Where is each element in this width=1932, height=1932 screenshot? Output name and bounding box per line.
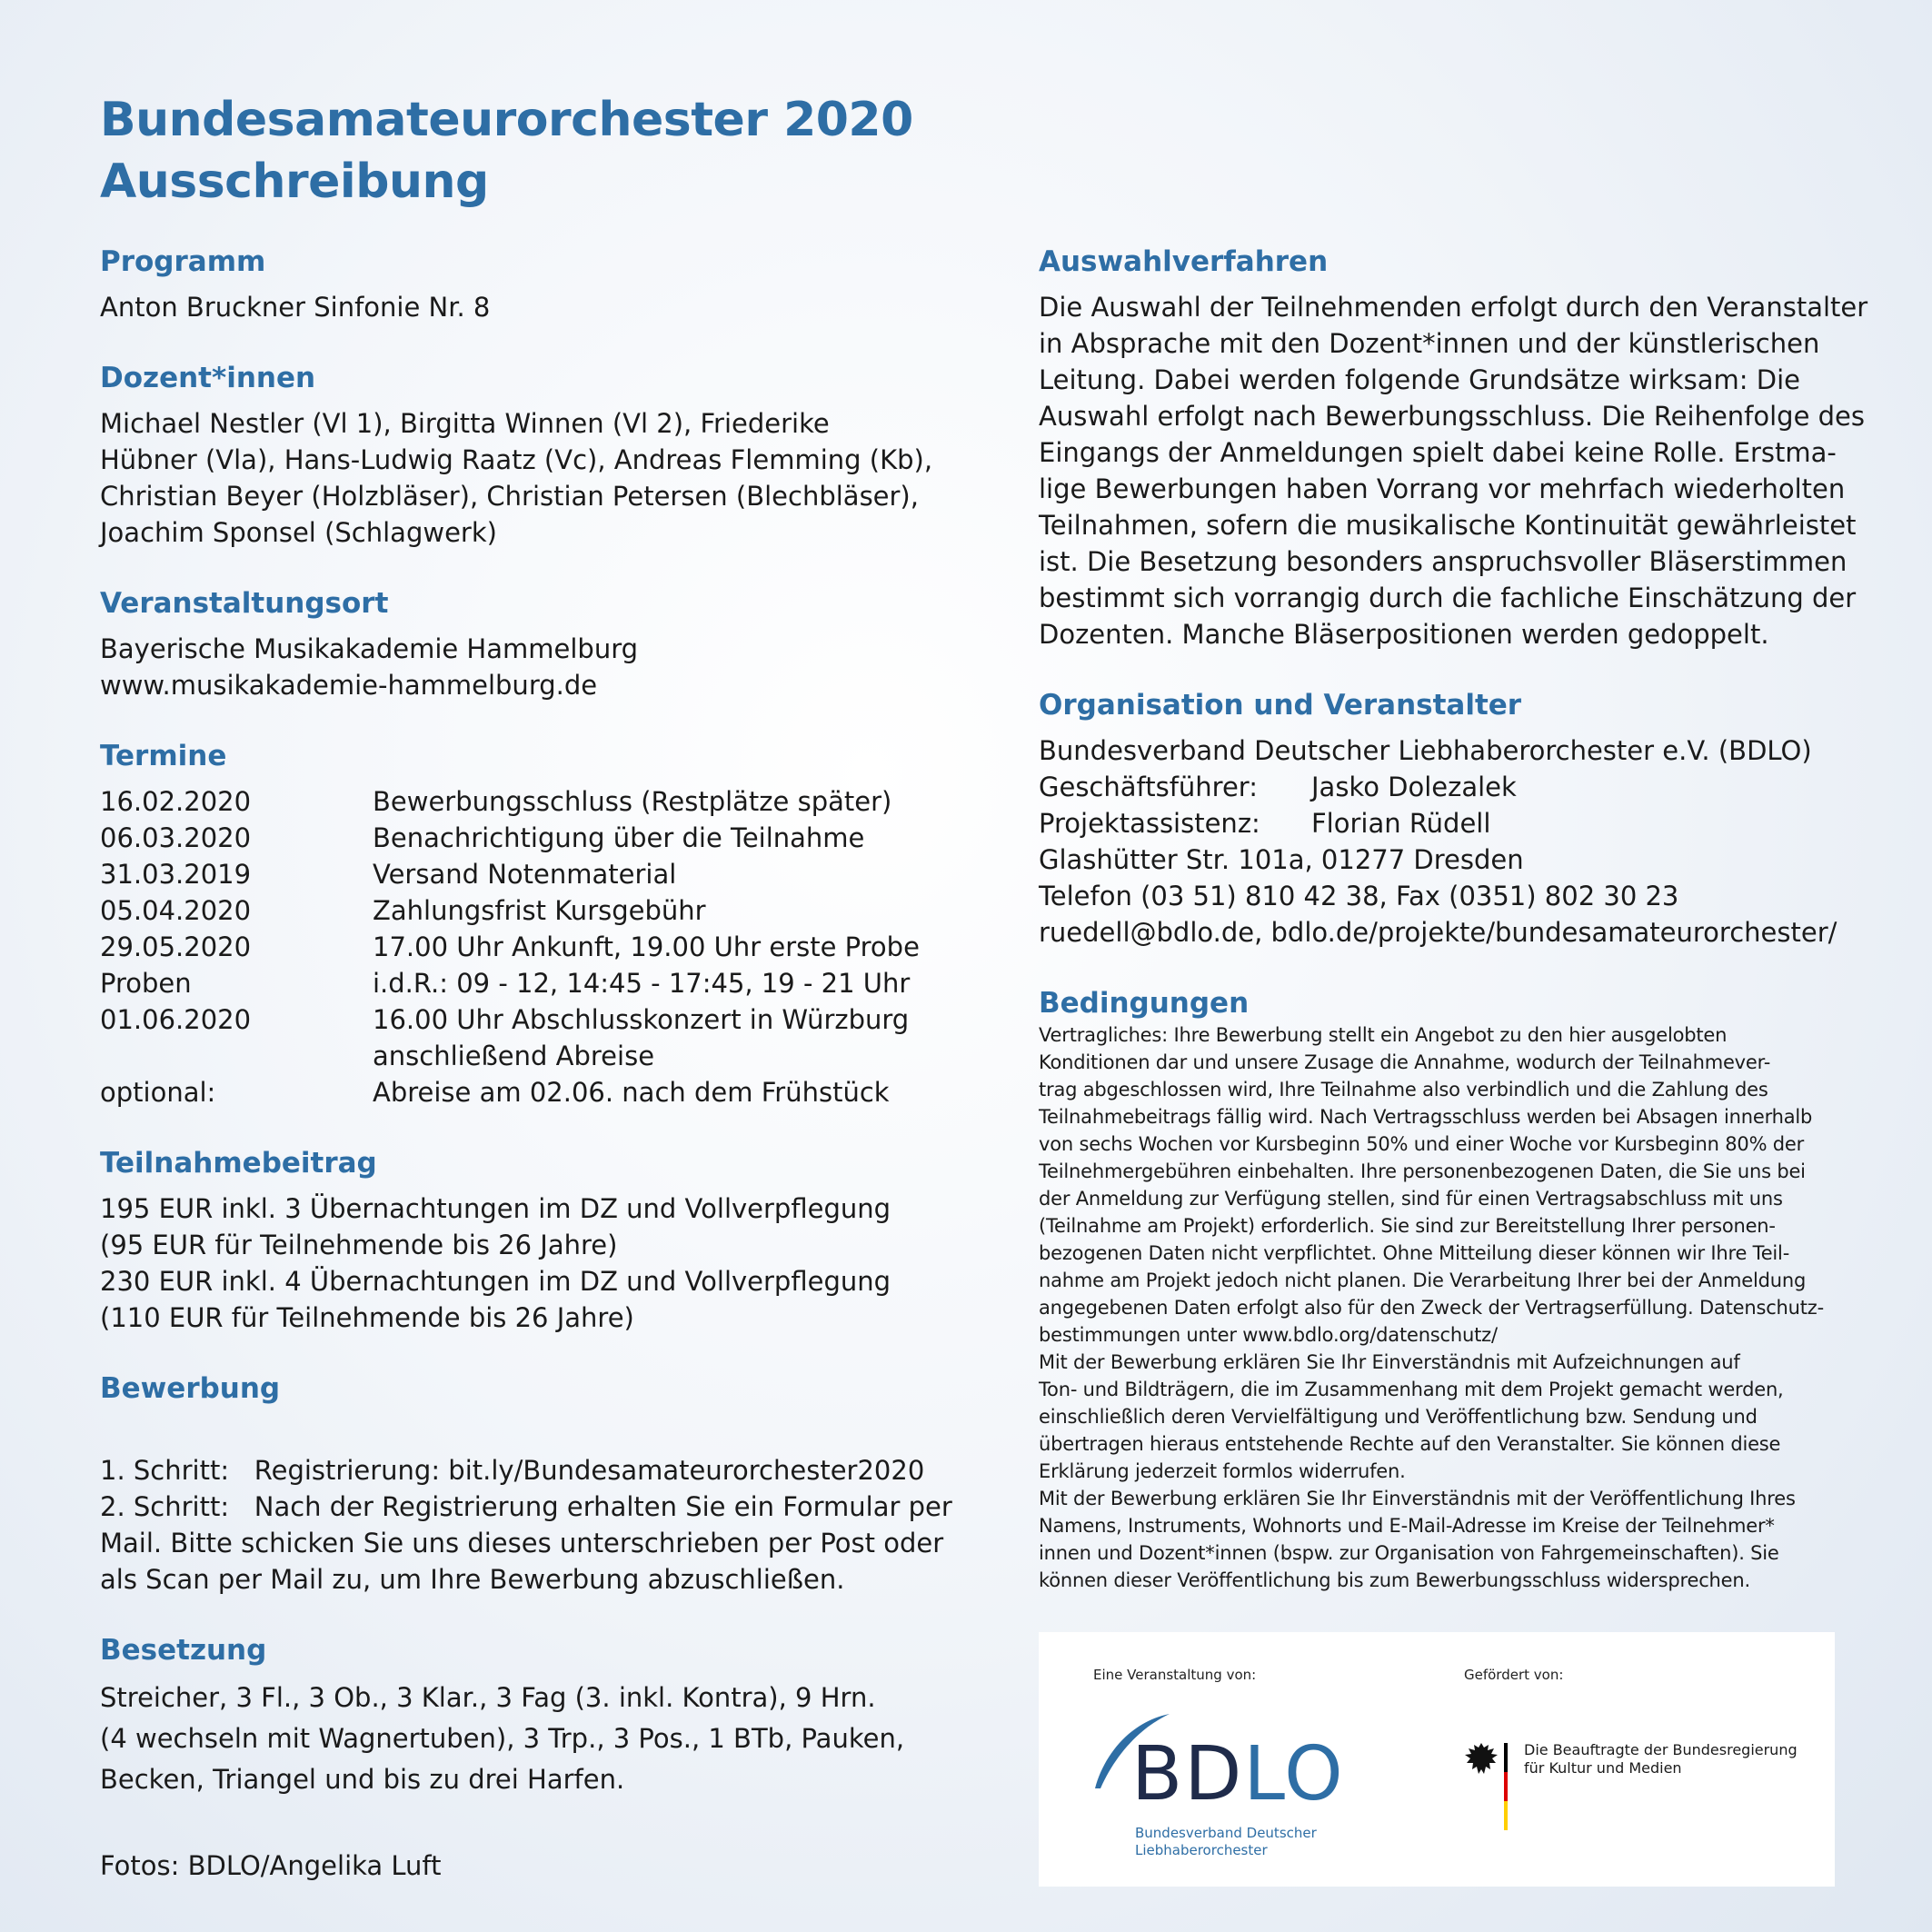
org-person-name: Florian Rüdell [1311, 808, 1491, 839]
bewerbung-text [100, 1416, 972, 1598]
text-line: 2. Schritt: Nach der Registrierung erhalten Sie ein Formular per [100, 1491, 952, 1522]
bkm-text-line: Die Beauftragte der Bundesregierung [1524, 1741, 1798, 1758]
flag-gold [1504, 1801, 1508, 1830]
heading-bewerbung: Bewerbung [100, 1372, 281, 1405]
termine-row [100, 1074, 972, 1110]
termine-text-line: i.d.R.: 09 - 12, 14:45 - 17:45, 19 - 21 Uhr [373, 968, 911, 999]
text-line: Leitung. Dabei werden folgende Grundsätze wirksam: Die [1039, 364, 1801, 395]
org-person-row [1039, 805, 1857, 842]
title-line-2: Ausschreibung [100, 154, 489, 209]
section-ort [100, 585, 972, 703]
sponsor-logo-box [1039, 1632, 1835, 1887]
text-line: Dozenten. Manche Bläserpositionen werden gedoppelt. [1039, 619, 1769, 650]
termine-date: 31.03.2019 [100, 859, 252, 890]
termine-date: 06.03.2020 [100, 822, 252, 853]
text-line: einschließlich deren Vervielfältigung und Veröffentlichung bzw. Sendung und [1039, 1406, 1758, 1428]
section-bedingungen [1039, 985, 1857, 1594]
text-line: von sechs Wochen vor Kursbeginn 50% und einer Woche vor Kursbeginn 80% der [1039, 1133, 1805, 1155]
heading-organisation: Organisation und Veranstalter [1039, 689, 1522, 722]
page-title [100, 89, 913, 213]
section-beitrag [100, 1145, 972, 1336]
text-line: Erklärung jederzeit formlos widerrufen. [1039, 1460, 1406, 1482]
venue-name: Bayerische Musikakademie Hammelburg [100, 633, 639, 664]
heading-programm: Programm [100, 245, 266, 278]
text-line: (110 EUR für Teilnehmende bis 26 Jahre) [100, 1302, 634, 1333]
section-termine [100, 738, 972, 1110]
bedingungen-text [1039, 1021, 1857, 1594]
termine-text-line: Benachrichtigung über die Teilnahme [373, 822, 865, 853]
termine-text [373, 929, 920, 965]
text-line: Teilnahmebeitrags fällig wird. Nach Vertragsschluss werden bei Absagen innerhalb [1039, 1106, 1813, 1128]
federal-eagle-icon [1464, 1741, 1499, 1778]
termine-text [373, 1074, 890, 1110]
flag-red [1504, 1772, 1508, 1801]
section-besetzung [100, 1632, 972, 1800]
termine-row [100, 1001, 972, 1074]
left-column [100, 244, 972, 1884]
ort-text [100, 631, 972, 703]
org-phone: Telefon (03 51) 810 42 38, Fax (0351) 802 30 23 [1039, 881, 1679, 911]
text-line: Teilnehmergebühren einbehalten. Ihre personenbezogenen Daten, die Sie uns bei [1039, 1160, 1806, 1182]
org-contact-links[interactable]: ruedell@bdlo.de, bdlo.de/projekte/bundesamateurorchester/ [1039, 917, 1837, 948]
org-role: Geschäftsführer: [1039, 772, 1258, 802]
text-line: Auswahl erfolgt nach Bewerbungsschluss. Die Reihenfolge des [1039, 401, 1865, 432]
text-line: lige Bewerbungen haben Vorrang vor mehrfach wiederholten [1039, 473, 1846, 504]
section-organisation [1039, 687, 1857, 951]
org-person-row [1039, 769, 1857, 805]
heading-termine: Termine [100, 740, 227, 772]
bkm-text-line: für Kultur und Medien [1524, 1759, 1682, 1777]
beitrag-text [100, 1190, 972, 1336]
termine-row [100, 783, 972, 820]
text-line: Teilnahmen, sofern die musikalische Kontinuität gewährleistet [1039, 510, 1857, 541]
flag-black [1504, 1743, 1508, 1772]
text-line: Michael Nestler (Vl 1), Birgitta Winnen (Vl 2), Friederike [100, 408, 830, 439]
termine-date: 16.02.2020 [100, 786, 252, 817]
bdlo-subtitle [1135, 1825, 1317, 1859]
termine-row [100, 965, 972, 1001]
termine-date: 29.05.2020 [100, 931, 252, 962]
heading-auswahl: Auswahlverfahren [1039, 245, 1329, 278]
text-line: 230 EUR inkl. 4 Übernachtungen im DZ und Vollverpflegung [100, 1266, 891, 1297]
text-line: ist. Die Besetzung besonders anspruchsvoller Bläserstimmen [1039, 546, 1847, 577]
text-line: Mit der Bewerbung erklären Sie Ihr Einverständnis mit Aufzeichnungen auf [1039, 1351, 1740, 1373]
termine-row [100, 929, 972, 965]
text-line: Hübner (Vla), Hans-Ludwig Raatz (Vc), Andreas Flemming (Kb), [100, 444, 933, 475]
text-line: Streicher, 3 Fl., 3 Ob., 3 Klar., 3 Fag (3. inkl. Kontra), 9 Hrn. [100, 1682, 876, 1713]
heading-besetzung: Besetzung [100, 1634, 267, 1667]
right-column [1039, 244, 1868, 1628]
text-line: Eingangs der Anmeldungen spielt dabei keine Rolle. Erstma- [1039, 437, 1837, 468]
termine-text-line: Bewerbungsschluss (Restplätze später) [373, 786, 892, 817]
text-line: (Teilnahme am Projekt) erforderlich. Sie sind zur Bereitstellung Ihrer personen- [1039, 1215, 1776, 1237]
text-line: übertragen hieraus entstehende Rechte auf den Veranstalter. Sie können diese [1039, 1433, 1781, 1455]
termine-date: 01.06.2020 [100, 1004, 252, 1035]
section-dozenten [100, 360, 972, 551]
section-auswahl [1039, 244, 1868, 652]
text-line: Mail. Bitte schicken Sie uns dieses unterschrieben per Post oder [100, 1528, 944, 1559]
heading-dozenten: Dozent*innen [100, 362, 316, 394]
termine-row [100, 820, 972, 856]
text-line: bezogenen Daten nicht verpflichtet. Ohne Mitteilung dieser können wir Ihre Teil- [1039, 1242, 1790, 1264]
text-line: trag abgeschlossen wird, Ihre Teilnahme also verbindlich und die Zahlung des [1039, 1079, 1768, 1100]
dozenten-text [100, 405, 972, 551]
text-line: Christian Beyer (Holzbläser), Christian Petersen (Blechbläser), [100, 481, 919, 512]
besetzung-text [100, 1678, 972, 1800]
text-line: Vertragliches: Ihre Bewerbung stellt ein Angebot zu den hier ausgelobten [1039, 1024, 1728, 1046]
text-line: Mit der Bewerbung erklären Sie Ihr Einverständnis mit der Veröffentlichung Ihres [1039, 1488, 1796, 1509]
termine-text [373, 856, 676, 892]
text-line: Die Auswahl der Teilnehmenden erfolgt durch den Veranstalter [1039, 292, 1868, 323]
termine-table [100, 783, 972, 1110]
photo-credit: Fotos: BDLO/Angelika Luft [100, 1850, 442, 1881]
termine-row [100, 856, 972, 892]
text-line: Joachim Sponsel (Schlagwerk) [100, 517, 497, 548]
text-line: (95 EUR für Teilnehmende bis 26 Jahre) [100, 1230, 618, 1260]
german-flag-stripe [1504, 1743, 1508, 1830]
termine-text [373, 965, 910, 1001]
bdlo-subtitle-line: Liebhaberorchester [1135, 1842, 1268, 1858]
org-address: Glashütter Str. 101a, 01277 Dresden [1039, 844, 1524, 875]
venue-link[interactable]: www.musikakademie-hammelburg.de [100, 670, 598, 701]
text-line: können dieser Veröffentlichung bis zum Bewerbungsschluss widersprechen. [1039, 1569, 1750, 1591]
termine-text [373, 820, 864, 856]
text-line: bestimmungen unter www.bdlo.org/datenschutz/ [1039, 1324, 1498, 1346]
termine-text-line: Zahlungsfrist Kursgebühr [373, 895, 706, 926]
termine-text [373, 783, 891, 820]
text-line: Becken, Triangel und bis zu drei Harfen. [100, 1764, 625, 1795]
organizer-caption: Eine Veranstaltung von: [1093, 1667, 1257, 1683]
text-line: 195 EUR inkl. 3 Übernachtungen im DZ und Vollverpflegung [100, 1193, 891, 1224]
termine-text-line: anschließend Abreise [373, 1041, 655, 1071]
bkm-text [1524, 1741, 1798, 1778]
termine-text-line: Versand Notenmaterial [373, 859, 677, 890]
heading-ort: Veranstaltungsort [100, 587, 389, 620]
org-person-name: Jasko Dolezalek [1311, 772, 1517, 802]
text-line: innen und Dozent*innen (bspw. zur Organisation von Fahrgemeinschaften). Sie [1039, 1542, 1779, 1564]
heading-beitrag: Teilnahmebeitrag [100, 1147, 377, 1180]
section-programm [100, 244, 972, 325]
text-line: Namens, Instruments, Wohnorts und E-Mail-Adresse im Kreise der Teilnehmer* [1039, 1515, 1775, 1537]
programm-text: Anton Bruckner Sinfonie Nr. 8 [100, 292, 491, 323]
org-name: Bundesverband Deutscher Liebhaberorchester e.V. (BDLO) [1039, 735, 1812, 766]
text-line: der Anmeldung zur Verfügung stellen, sind für einen Vertragsabschluss mit uns [1039, 1188, 1783, 1210]
termine-text-line: 17.00 Uhr Ankunft, 19.00 Uhr erste Probe [373, 931, 920, 962]
termine-text-line: 16.00 Uhr Abschlusskonzert in Würzburg [373, 1004, 910, 1035]
funder-caption: Gefördert von: [1464, 1667, 1564, 1683]
termine-date: 05.04.2020 [100, 895, 252, 926]
text-line: Konditionen dar und unsere Zusage die Annahme, wodurch der Teilnahmever- [1039, 1051, 1771, 1073]
text-line: als Scan per Mail zu, um Ihre Bewerbung abzuschließen. [100, 1564, 845, 1595]
auswahl-text [1039, 289, 1868, 652]
termine-date: Proben [100, 968, 192, 999]
title-line-1: Bundesamateurorchester 2020 [100, 93, 913, 147]
termine-text [373, 892, 706, 929]
termine-text [373, 1001, 909, 1074]
termine-date: optional: [100, 1077, 216, 1108]
bdlo-wordmark [1131, 1731, 1345, 1817]
heading-bedingungen: Bedingungen [1039, 987, 1250, 1020]
text-line: nahme am Projekt jedoch nicht planen. Die Verarbeitung Ihrer bei der Anmeldung [1039, 1270, 1807, 1291]
text-line: bestimmt sich vorrangig durch die fachliche Einschätzung der [1039, 583, 1857, 613]
section-bewerbung [100, 1370, 972, 1598]
termine-text-line: Abreise am 02.06. nach dem Frühstück [373, 1077, 890, 1108]
text-line: (4 wechseln mit Wagnertuben), 3 Trp., 3 Pos., 1 BTb, Pauken, [100, 1723, 905, 1754]
text-line: in Absprache mit den Dozent*innen und der künstlerischen [1039, 328, 1820, 359]
org-role: Projektassistenz: [1039, 808, 1260, 839]
text-line: Ton- und Bildträgern, die im Zusammenhang mit dem Projekt gemacht werden, [1039, 1379, 1784, 1400]
bdlo-subtitle-line: Bundesverband Deutscher [1135, 1825, 1317, 1841]
termine-row [100, 892, 972, 929]
bdlo-wordmark-bd: BD [1131, 1731, 1244, 1817]
text-line: angegebenen Daten erfolgt also für den Zweck der Vertragserfüllung. Datenschutz- [1039, 1297, 1824, 1319]
bdlo-wordmark-lo: LO [1243, 1731, 1345, 1817]
text-line: 1. Schritt: Registrierung: bit.ly/Bundesamateurorchester2020 [100, 1455, 925, 1486]
